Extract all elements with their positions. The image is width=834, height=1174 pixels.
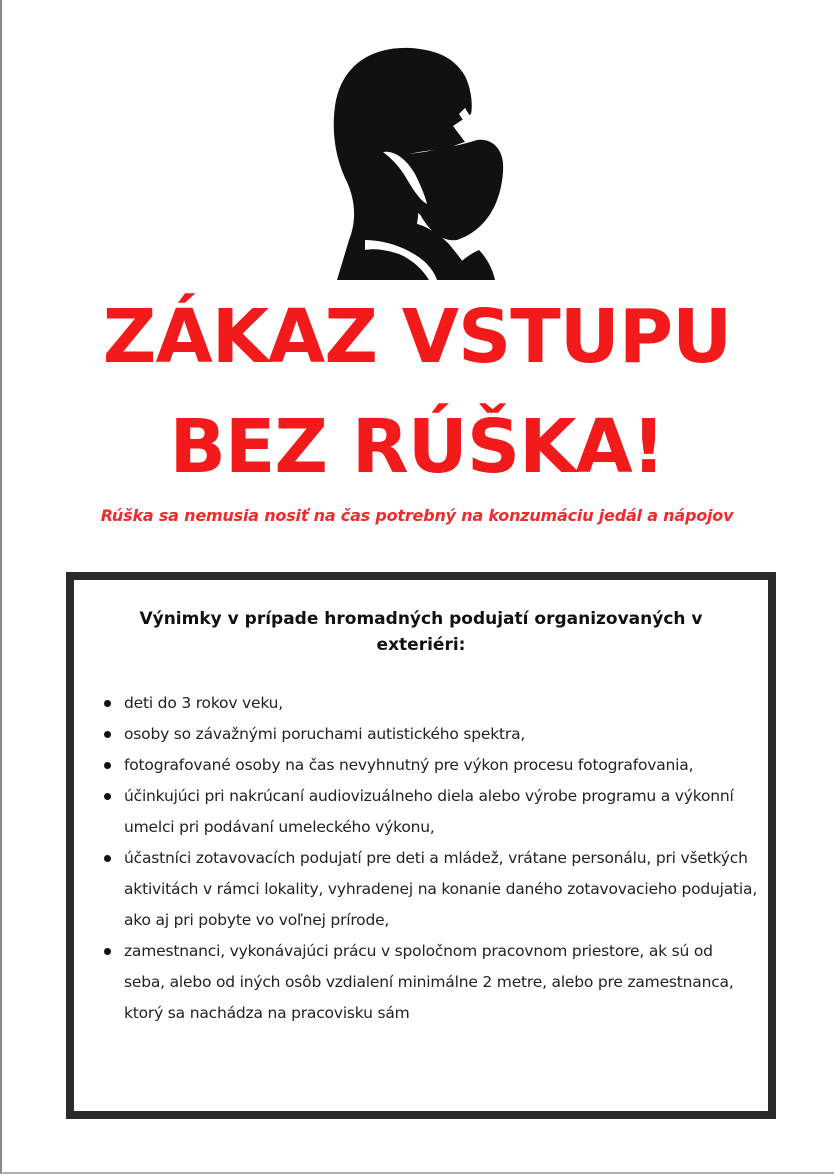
warning-title-line-1: ZÁKAZ VSTUPU [102,294,732,380]
list-item-text: osoby so závažnými poruchami autistického spektra, [124,725,526,743]
bullet-icon [104,762,111,769]
bullet-icon [104,855,111,862]
list-item [98,750,758,781]
bullet-icon [104,700,111,707]
list-item-text: zamestnanci, vykonávajúci prácu v spoločnom pracovnom priestore, ak sú od seba, alebo od iných osôb vzdialení minimálne 2 metre, alebo pre zamestnanca, ktorý sa nachádza na pracovisku sám [124,942,734,1022]
list-item [98,781,758,843]
list-item-text: účastníci zotavovacích podujatí pre deti a mládež, vrátane personálu, pri všetkých aktivitách v rámci lokality, vyhradenej na konanie daného zotavovacieho podujatia, ako aj pri pobyte vo voľnej prírode, [124,849,758,929]
exceptions-list [98,688,758,1029]
person-wearing-face-mask-icon [325,44,515,280]
warning-title-line-2: BEZ RÚŠKA! [169,404,665,490]
list-item-text: účinkujúci pri nakrúcaní audiovizuálneho diela alebo výrobe programu a výkonní umelci pri podávaní umeleckého výkonu, [124,787,734,836]
bullet-icon [104,793,111,800]
list-item [98,843,758,936]
list-item [98,936,758,1029]
exceptions-heading: Výnimky v prípade hromadných podujatí organizovaných v exteriéri: [139,609,703,655]
bullet-icon [104,948,111,955]
list-item-text: fotografované osoby na čas nevyhnutný pre výkon procesu fotografovania, [124,756,694,774]
list-item-text: deti do 3 rokov veku, [124,694,284,712]
exceptions-box [66,572,776,1119]
list-item [98,688,758,719]
list-item [98,719,758,750]
bullet-icon [104,731,111,738]
mask-exception-note: Rúška sa nemusia nosiť na čas potrebný na konzumáciu jedál a nápojov [100,506,734,525]
